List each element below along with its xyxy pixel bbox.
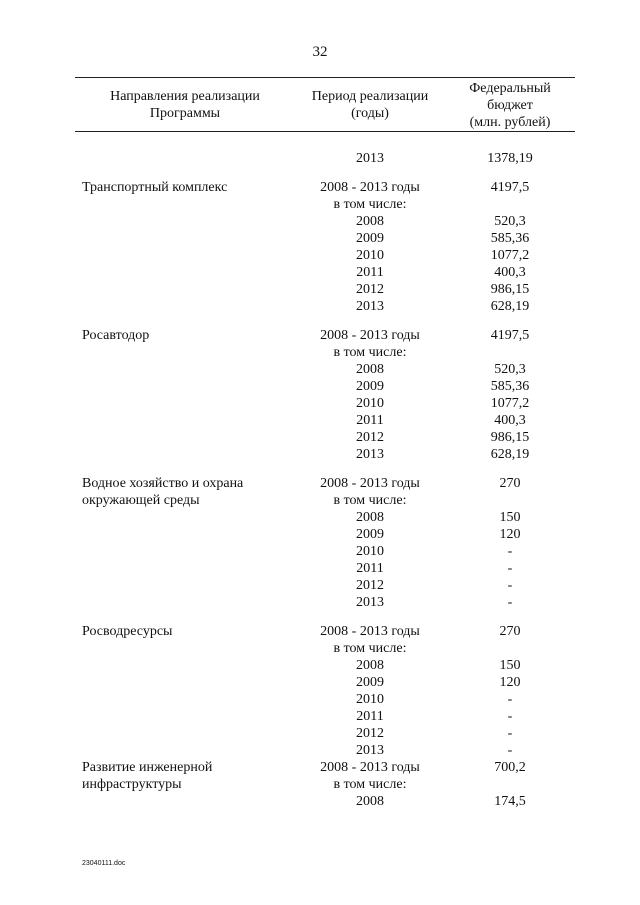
row-name (75, 543, 295, 560)
row-budget: 700,2 (494, 760, 526, 775)
row-name: Водное хозяйство и охрана окружающей среды (82, 476, 244, 508)
row-budget: 1077,2 (490, 396, 530, 411)
row-period: 2008 - 2013 годы в том числе: (320, 624, 420, 656)
table-row (75, 150, 575, 167)
table-row (75, 708, 575, 725)
row-name (75, 594, 295, 611)
row-name (75, 708, 295, 725)
table-row (75, 179, 575, 213)
row-period: 2008 (356, 794, 384, 809)
row-name (75, 412, 295, 429)
row-period: 2008 (356, 362, 384, 377)
table-row (75, 623, 575, 657)
row-period: 2013 (356, 447, 384, 462)
row-budget: - (507, 743, 513, 758)
row-name (75, 378, 295, 395)
row-budget: - (507, 578, 513, 593)
table-body (75, 150, 575, 810)
header-direction-label: Направления реализации Программы (110, 89, 260, 121)
row-budget: 1378,19 (487, 151, 533, 166)
row-name: Развитие инженерной инфраструктуры (82, 760, 213, 792)
row-name: Росавтодор (82, 328, 150, 343)
row-period: 2013 (356, 743, 384, 758)
table-row (75, 327, 575, 361)
table-row (75, 213, 575, 230)
row-name (75, 281, 295, 298)
row-period: 2011 (356, 561, 384, 576)
table-row (75, 412, 575, 429)
row-period: 2012 (356, 726, 384, 741)
header-direction (75, 80, 295, 130)
row-budget: 150 (499, 510, 521, 525)
row-period: 2012 (356, 282, 384, 297)
table-row (75, 230, 575, 247)
row-name (75, 577, 295, 594)
row-period: 2011 (356, 413, 384, 428)
table-row (75, 361, 575, 378)
table-row (75, 281, 575, 298)
header-period-label: Период реализации (годы) (311, 89, 429, 121)
row-budget: - (507, 544, 513, 559)
row-period: 2010 (356, 692, 384, 707)
table-row (75, 594, 575, 611)
row-period: 2009 (356, 675, 384, 690)
row-period: 2011 (356, 265, 384, 280)
row-budget: 4197,5 (490, 180, 530, 195)
row-period: 2011 (356, 709, 384, 724)
row-period: 2008 - 2013 годы в том числе: (320, 328, 420, 360)
row-period: 2010 (356, 396, 384, 411)
table-row (75, 247, 575, 264)
row-period: 2009 (356, 527, 384, 542)
row-budget: - (507, 595, 513, 610)
row-period: 2008 (356, 214, 384, 229)
table-row (75, 725, 575, 742)
row-name (75, 446, 295, 463)
row-name (75, 361, 295, 378)
table-row (75, 577, 575, 594)
row-period: 2012 (356, 430, 384, 445)
row-name (75, 674, 295, 691)
table-row (75, 264, 575, 281)
row-budget: 120 (499, 527, 521, 542)
row-name (75, 429, 295, 446)
table-row (75, 429, 575, 446)
row-budget: 520,3 (494, 214, 526, 229)
table-row (75, 543, 575, 560)
table-row (75, 691, 575, 708)
row-budget: - (507, 709, 513, 724)
row-budget: - (507, 692, 513, 707)
table-row (75, 298, 575, 315)
row-name (75, 560, 295, 577)
row-budget: 520,3 (494, 362, 526, 377)
row-name (75, 213, 295, 230)
table-row (75, 560, 575, 577)
header-budget (445, 80, 575, 130)
row-period: 2008 - 2013 годы в том числе: (320, 180, 420, 212)
row-name (75, 742, 295, 759)
row-period: 2008 (356, 658, 384, 673)
row-name (75, 509, 295, 526)
table-row (75, 674, 575, 691)
table-row (75, 793, 575, 810)
row-budget: 270 (499, 624, 521, 639)
page-number: 32 (312, 44, 328, 60)
row-budget: 628,19 (490, 447, 530, 462)
table-top-rule (75, 77, 575, 78)
row-budget: 585,36 (490, 231, 530, 246)
row-name (75, 526, 295, 543)
row-budget: 120 (499, 675, 521, 690)
row-budget: 174,5 (494, 794, 526, 809)
table-row (75, 759, 575, 793)
table-row (75, 475, 575, 509)
row-budget: 400,3 (494, 413, 526, 428)
row-name (75, 247, 295, 264)
row-period: 2010 (356, 544, 384, 559)
row-name (75, 395, 295, 412)
row-period: 2008 (356, 510, 384, 525)
table-row (75, 526, 575, 543)
table-row (75, 509, 575, 526)
row-name: Транспортный комплекс (82, 180, 228, 195)
row-period: 2009 (356, 379, 384, 394)
header-period (295, 80, 445, 130)
row-name (75, 725, 295, 742)
row-period: 2008 - 2013 годы в том числе: (320, 760, 420, 792)
row-budget: 986,15 (490, 282, 530, 297)
table-header-rule (75, 131, 575, 132)
row-period: 2012 (356, 578, 384, 593)
row-name (75, 264, 295, 281)
row-name (75, 230, 295, 247)
footer-filename: 23040111.doc (82, 860, 126, 867)
row-period: 2013 (356, 595, 384, 610)
row-period: 2013 (356, 151, 384, 166)
table-row (75, 395, 575, 412)
row-name (75, 793, 295, 810)
table-row (75, 378, 575, 395)
row-name (75, 657, 295, 674)
row-name (75, 298, 295, 315)
row-period: 2009 (356, 231, 384, 246)
row-budget: 150 (499, 658, 521, 673)
row-budget: 270 (499, 476, 521, 491)
row-budget: - (507, 561, 513, 576)
table-row (75, 446, 575, 463)
row-budget: 585,36 (490, 379, 530, 394)
row-budget: - (507, 726, 513, 741)
row-name (75, 150, 295, 167)
row-budget: 986,15 (490, 430, 530, 445)
row-period: 2013 (356, 299, 384, 314)
row-budget: 1077,2 (490, 248, 530, 263)
table-row (75, 742, 575, 759)
row-budget: 4197,5 (490, 328, 530, 343)
row-name (75, 691, 295, 708)
header-budget-label: Федеральный бюджет (млн. рублей) (469, 80, 551, 130)
table-row (75, 657, 575, 674)
row-period: 2008 - 2013 годы в том числе: (320, 476, 420, 508)
row-name: Росводресурсы (82, 624, 173, 639)
row-budget: 628,19 (490, 299, 530, 314)
row-period: 2010 (356, 248, 384, 263)
row-budget: 400,3 (494, 265, 526, 280)
